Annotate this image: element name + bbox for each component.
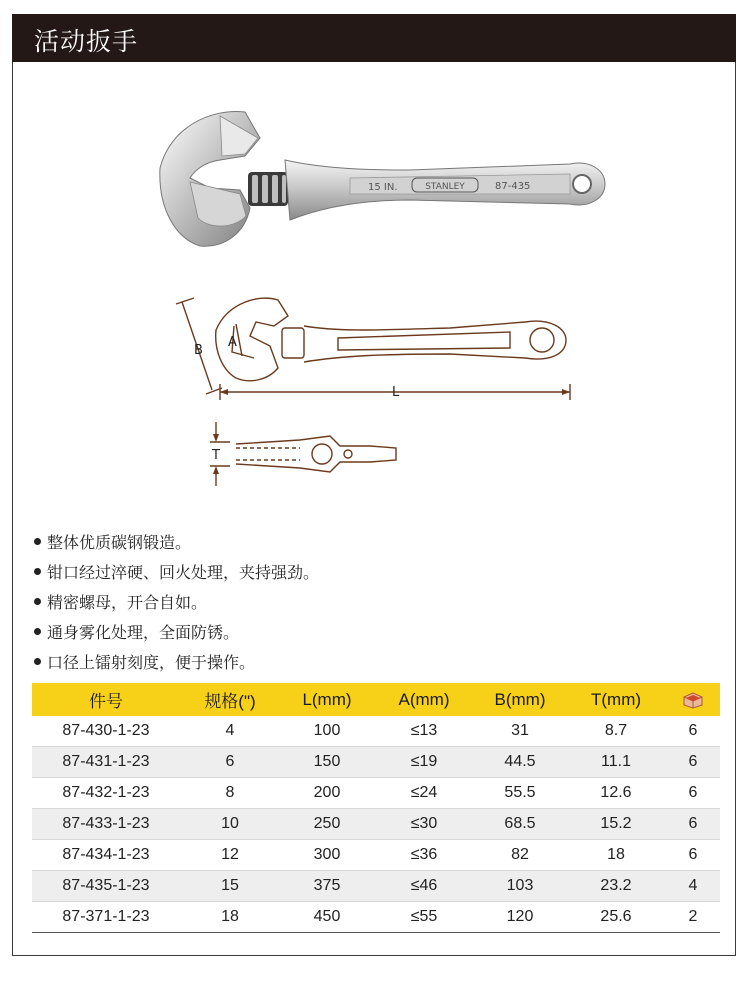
cell-a: ≤46	[374, 871, 474, 902]
cell-t: 8.7	[566, 716, 666, 747]
feature-list	[34, 528, 319, 678]
cell-l: 375	[280, 871, 374, 902]
cell-a: ≤24	[374, 778, 474, 809]
cell-t: 25.6	[566, 902, 666, 933]
bullet-icon	[34, 658, 41, 665]
cell-size: 18	[180, 902, 280, 933]
bullet-icon	[34, 538, 41, 545]
thickness-diagram	[200, 418, 420, 490]
cell-a: ≤13	[374, 716, 474, 747]
cell-part-no: 87-433-1-23	[32, 809, 180, 840]
table-row	[32, 778, 720, 809]
feature-item: 通身雾化处理，全面防锈。	[34, 618, 319, 648]
cell-pack-qty: 6	[666, 747, 720, 778]
cell-part-no: 87-430-1-23	[32, 716, 180, 747]
cell-size: 4	[180, 716, 280, 747]
feature-item: 整体优质碳钢锻造。	[34, 528, 319, 558]
col-header-pack	[666, 683, 720, 716]
label-b: B	[194, 343, 203, 358]
col-header-l: L(mm)	[280, 683, 374, 716]
cell-t: 12.6	[566, 778, 666, 809]
box-icon	[682, 691, 704, 709]
bullet-icon	[34, 598, 41, 605]
cell-t: 11.1	[566, 747, 666, 778]
cell-part-no: 87-434-1-23	[32, 840, 180, 871]
cell-a: ≤36	[374, 840, 474, 871]
dimension-diagram	[170, 288, 590, 408]
cell-t: 23.2	[566, 871, 666, 902]
cell-b: 55.5	[474, 778, 566, 809]
table-row	[32, 840, 720, 871]
label-a: A	[228, 335, 237, 350]
page-header	[12, 14, 736, 62]
cell-l: 250	[280, 809, 374, 840]
cell-a: ≤19	[374, 747, 474, 778]
cell-l: 300	[280, 840, 374, 871]
cell-b: 120	[474, 902, 566, 933]
cell-b: 44.5	[474, 747, 566, 778]
cell-pack-qty: 6	[666, 840, 720, 871]
table-row	[32, 809, 720, 840]
cell-pack-qty: 4	[666, 871, 720, 902]
cell-part-no: 87-431-1-23	[32, 747, 180, 778]
cell-a: ≤30	[374, 809, 474, 840]
table-row	[32, 716, 720, 747]
cell-size: 8	[180, 778, 280, 809]
feature-item: 口径上镭射刻度，便于操作。	[34, 648, 319, 678]
cell-t: 18	[566, 840, 666, 871]
cell-l: 450	[280, 902, 374, 933]
label-t: T	[212, 448, 220, 463]
cell-a: ≤55	[374, 902, 474, 933]
photo-model: 87-435	[495, 181, 531, 192]
cell-part-no: 87-371-1-23	[32, 902, 180, 933]
table-row	[32, 871, 720, 902]
photo-size-mark: 15 IN.	[368, 182, 398, 193]
cell-b: 103	[474, 871, 566, 902]
col-header-a: A(mm)	[374, 683, 474, 716]
cell-pack-qty: 2	[666, 902, 720, 933]
cell-l: 150	[280, 747, 374, 778]
table-row	[32, 902, 720, 933]
cell-l: 200	[280, 778, 374, 809]
table-header-row	[32, 683, 720, 716]
spec-table	[32, 683, 720, 933]
cell-b: 68.5	[474, 809, 566, 840]
label-l: L	[392, 385, 400, 400]
feature-item: 钳口经过淬硬、回火处理，夹持强劲。	[34, 558, 319, 588]
page-title: 活动扳手	[34, 27, 139, 56]
table-row	[32, 747, 720, 778]
cell-l: 100	[280, 716, 374, 747]
cell-size: 6	[180, 747, 280, 778]
wrench-photo	[150, 98, 610, 258]
bullet-icon	[34, 628, 41, 635]
col-header-t: T(mm)	[566, 683, 666, 716]
cell-t: 15.2	[566, 809, 666, 840]
cell-part-no: 87-432-1-23	[32, 778, 180, 809]
feature-item: 精密螺母，开合自如。	[34, 588, 319, 618]
cell-pack-qty: 6	[666, 716, 720, 747]
col-header-part-no: 件号	[32, 683, 180, 716]
cell-pack-qty: 6	[666, 809, 720, 840]
cell-b: 82	[474, 840, 566, 871]
cell-pack-qty: 6	[666, 778, 720, 809]
cell-part-no: 87-435-1-23	[32, 871, 180, 902]
cell-size: 15	[180, 871, 280, 902]
bullet-icon	[34, 568, 41, 575]
cell-size: 10	[180, 809, 280, 840]
cell-b: 31	[474, 716, 566, 747]
col-header-size: 规格(")	[180, 683, 280, 716]
photo-brand: STANLEY	[425, 182, 465, 192]
cell-size: 12	[180, 840, 280, 871]
col-header-b: B(mm)	[474, 683, 566, 716]
